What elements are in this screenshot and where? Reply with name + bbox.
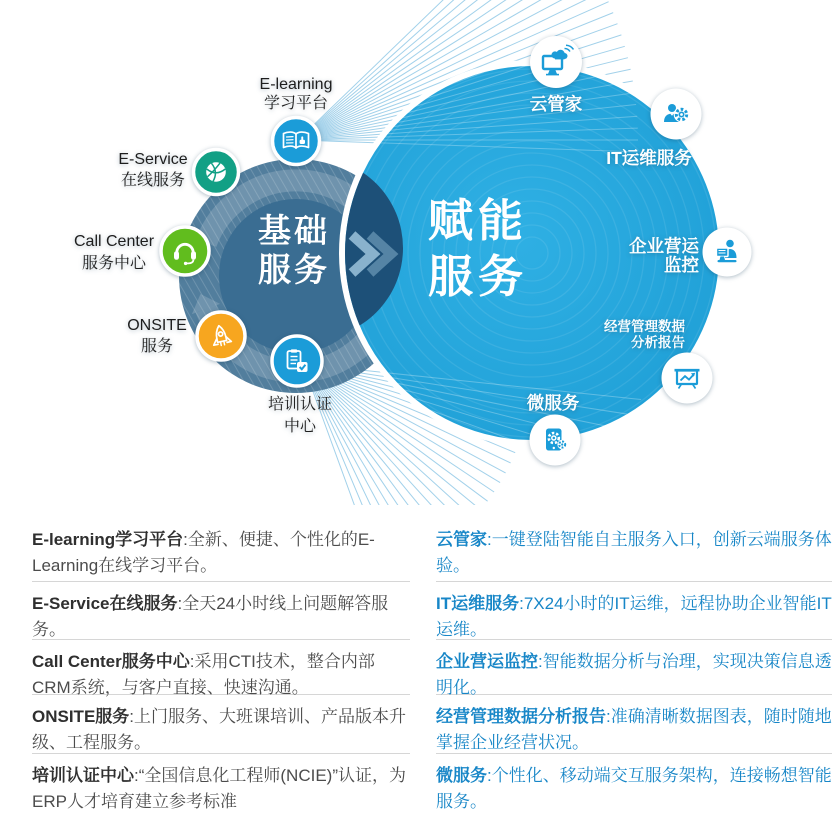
detail-row-analytics-report bbox=[436, 694, 832, 753]
detail-title: 云管家 bbox=[436, 530, 487, 549]
detail-row-onsite bbox=[32, 694, 410, 753]
detail-title: 培训认证中心 bbox=[32, 766, 134, 785]
satellite-training-label-2: 中心 bbox=[283, 418, 317, 435]
detail-desc: :上门服务、大班课培训、产品版本升级、工程服务。 bbox=[32, 707, 407, 752]
satellite-micro-service bbox=[527, 393, 581, 466]
detail-row-training bbox=[32, 753, 410, 815]
power-circle-label-line1: 赋能 bbox=[427, 195, 529, 246]
satellite-analytics-report-label-2: 分析报告 bbox=[631, 335, 685, 350]
power-circle-label-line2: 服务 bbox=[427, 251, 529, 302]
satellite-elearning-label-1: E-learning bbox=[259, 76, 333, 93]
detail-title: ONSITE服务 bbox=[32, 707, 130, 726]
detail-title: IT运维服务 bbox=[436, 594, 520, 613]
detail-title: E-Service在线服务 bbox=[32, 594, 178, 613]
detail-desc: :全新、便捷、个性化的E-Learning在线学习平台。 bbox=[32, 530, 375, 575]
detail-desc: :智能数据分析与治理，实现决策信息透明化。 bbox=[436, 652, 832, 697]
satellite-callcenter-label-2: 服务中心 bbox=[81, 255, 147, 272]
detail-title: E-learning学习平台 bbox=[32, 530, 184, 549]
details-left-column bbox=[32, 521, 410, 815]
detail-row-cloud-manager bbox=[436, 521, 832, 581]
satellite-eservice-label-2: 在线服务 bbox=[120, 172, 186, 189]
detail-desc: :一键登陆智能自主服务入口，创新云端服务体验。 bbox=[436, 530, 832, 575]
base-circle-label-line2: 服务 bbox=[258, 251, 330, 288]
satellite-it-ops-label: IT运维服务 bbox=[606, 148, 692, 168]
detail-title: 经营管理数据分析报告 bbox=[436, 707, 606, 726]
detail-title: Call Center服务中心 bbox=[32, 652, 190, 671]
details-right-column bbox=[436, 521, 832, 815]
satellite-callcenter bbox=[74, 227, 209, 275]
detail-desc: :“全国信息化工程师(NCIE)”认证，为ERP人才培育建立参考标准 bbox=[32, 766, 406, 811]
satellite-operation-monitor-label-1: 企业营运 bbox=[629, 236, 699, 256]
detail-row-operation-monitor bbox=[436, 639, 832, 697]
satellite-eservice-label-1: E-Service bbox=[118, 151, 188, 168]
detail-desc: :准确清晰数据图表，随时随地掌握企业经营状况。 bbox=[436, 707, 832, 752]
detail-title: 企业营运监控 bbox=[436, 652, 538, 671]
satellite-elearning-label-2: 学习平台 bbox=[263, 95, 329, 112]
service-details-section bbox=[0, 505, 840, 815]
satellite-callcenter-label-1: Call Center bbox=[73, 233, 155, 250]
detail-title: 微服务 bbox=[436, 766, 487, 785]
satellite-analytics-report-label-1: 经营管理数据 bbox=[604, 319, 685, 334]
detail-desc: :7X24小时的IT运维，远程协助企业智能IT运维。 bbox=[436, 594, 832, 639]
detail-row-callcenter bbox=[32, 639, 410, 697]
base-circle-label-line1: 基础 bbox=[258, 212, 330, 249]
satellite-cloud-manager bbox=[530, 36, 583, 114]
detail-row-micro-service bbox=[436, 753, 832, 815]
satellite-onsite bbox=[127, 312, 245, 360]
detail-desc: :个性化、移动端交互服务架构，连接畅想智能服务。 bbox=[436, 766, 832, 811]
detail-desc: :采用CTI技术，整合内部CRM系统，与客户直接、快速沟通。 bbox=[32, 652, 375, 697]
satellite-operation-monitor-label-2: 监控 bbox=[664, 255, 699, 275]
globe-icon bbox=[206, 162, 226, 182]
satellite-micro-service-label: 微服务 bbox=[526, 393, 580, 413]
detail-row-it-ops bbox=[436, 581, 832, 639]
satellite-cloud-manager-label: 云管家 bbox=[529, 94, 583, 114]
satellite-onsite-label-2: 服务 bbox=[140, 338, 174, 355]
detail-desc: :全天24小时线上问题解答服务。 bbox=[32, 594, 389, 639]
detail-row-eservice bbox=[32, 581, 410, 639]
satellite-training-label-1: 培训认证 bbox=[267, 396, 333, 413]
satellite-onsite-label-1: ONSITE bbox=[127, 317, 187, 334]
detail-row-elearning bbox=[32, 521, 410, 581]
satellite-eservice bbox=[118, 150, 238, 195]
